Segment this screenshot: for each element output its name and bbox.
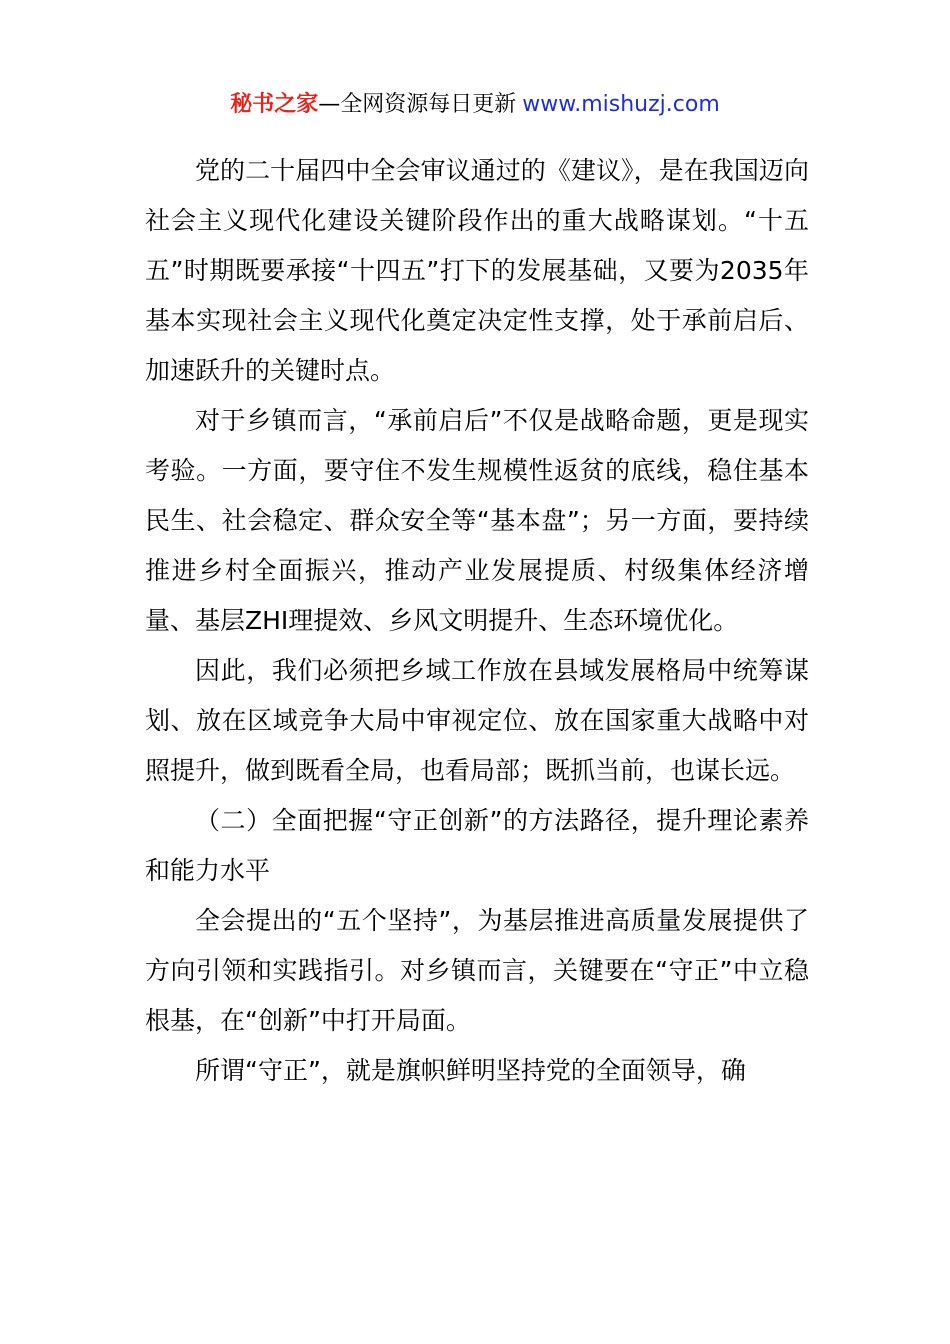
paragraph-1: 党的二十届四中全会审议通过的《建议》，是在我国迈向社会主义现代化建设关键阶段作出的重大战略谋划。“十五五”时期既要承接“十四五”打下的发展基础，又要为2035年基本实现社会主义现代化奠定决定性支撑，处于承前启后、加速跃升的关键时点。	[145, 156, 809, 385]
site-header	[0, 88, 950, 122]
site-tagline: —全网资源每日更新	[318, 92, 517, 117]
site-url-link[interactable]: www.mishuzj.com	[522, 92, 720, 117]
paragraph-3: 因此，我们必须把乡域工作放在县域发展格局中统筹谋划、放在区域竞争大局中审视定位、放在国家重大战略中对照提升，做到既看全局，也看局部；既抓当前，也谋长远。	[145, 656, 809, 785]
paragraph-2: 对于乡镇而言，“承前启后”不仅是战略命题，更是现实考验。一方面，要守住不发生规模性返贫的底线，稳住基本民生、社会稳定、群众安全等“基本盘”；另一方面，要持续推进乡村全面振兴，推动产业发展提质、村级集体经济增量、基层ZHI理提效、乡风文明提升、生态环境优化。	[145, 406, 809, 635]
paragraph-5: 所谓“守正”，就是旗帜鲜明坚持党的全面领导，确	[195, 1056, 746, 1085]
brand-name: 秘书之家	[230, 92, 319, 117]
section-heading: （二）全面把握“守正创新”的方法路径，提升理论素养和能力水平	[145, 806, 809, 885]
document-body	[145, 146, 809, 1096]
paragraph-4: 全会提出的“五个坚持”，为基层推进高质量发展提供了方向引领和实践指引。对乡镇而言，关键要在“守正”中立稳根基，在“创新”中打开局面。	[145, 906, 809, 1035]
